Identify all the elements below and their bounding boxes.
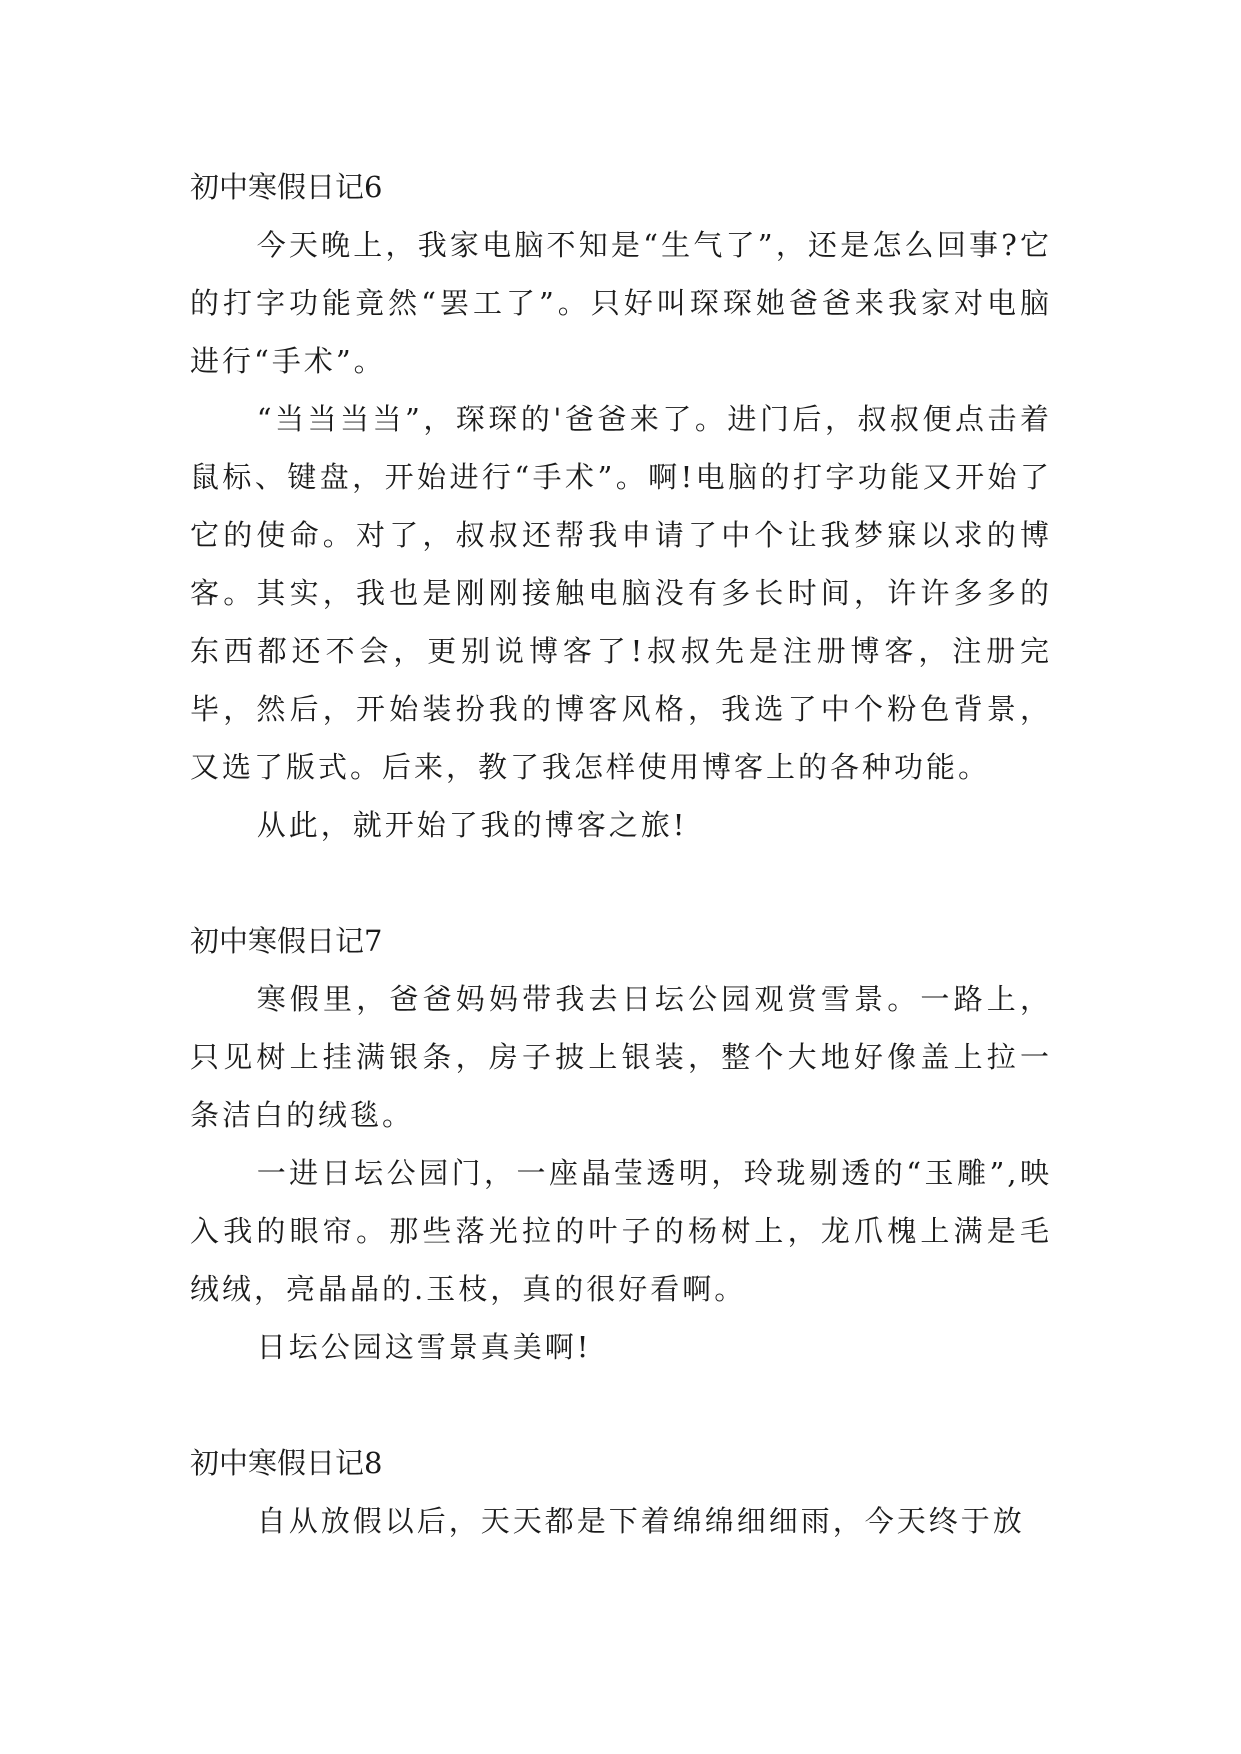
entry-spacer (190, 1376, 1052, 1434)
entry-paragraph: 从此，就开始了我的博客之旅! (256, 808, 688, 842)
diary-entry-6 (190, 158, 1052, 854)
document-body (190, 158, 1052, 1550)
diary-entry-7 (190, 912, 1052, 1376)
entry-title: 初中寒假日记8 (190, 1446, 383, 1480)
entry-paragraph: 寒假里，爸爸妈妈带我去日坛公园观赏雪景。一路上，只见树上挂满银条，房子披上银装，整个大地好像盖上拉一条洁白的绒毯。 (190, 982, 1052, 1132)
entry-title: 初中寒假日记6 (190, 170, 383, 204)
diary-entry-8 (190, 1434, 1052, 1550)
entry-title: 初中寒假日记7 (190, 924, 383, 958)
entry-paragraph: 自从放假以后，天天都是下着绵绵细细雨，今天终于放 (256, 1504, 1025, 1538)
entry-paragraph: 日坛公园这雪景真美啊! (256, 1330, 592, 1364)
entry-paragraph: 一进日坛公园门，一座晶莹透明，玲珑剔透的“玉雕”,映入我的眼帘。那些落光拉的叶子的杨树上，龙爪槐上满是毛绒绒，亮晶晶的.玉枝，真的很好看啊。 (190, 1156, 1052, 1306)
entry-paragraph: “当当当当”，琛琛的'爸爸来了。进门后，叔叔便点击着鼠标、键盘，开始进行“手术”。啊!电脑的打字功能又开始了它的使命。对了，叔叔还帮我申请了中个让我梦寐以求的博客。其实，我也是刚刚接触电脑没有多长时间，许许多多的东西都还不会，更别说博客了!叔叔先是注册博客，注册完毕，然后，开始装扮我的博客风格，我选了中个粉色背景，又选了版式。后来，教了我怎样使用博客上的各种功能。 (190, 402, 1052, 784)
entry-spacer (190, 854, 1052, 912)
entry-paragraph: 今天晚上，我家电脑不知是“生气了”，还是怎么回事?它的打字功能竟然“罢工了”。只好叫琛琛她爸爸来我家对电脑进行“手术”。 (190, 228, 1052, 378)
